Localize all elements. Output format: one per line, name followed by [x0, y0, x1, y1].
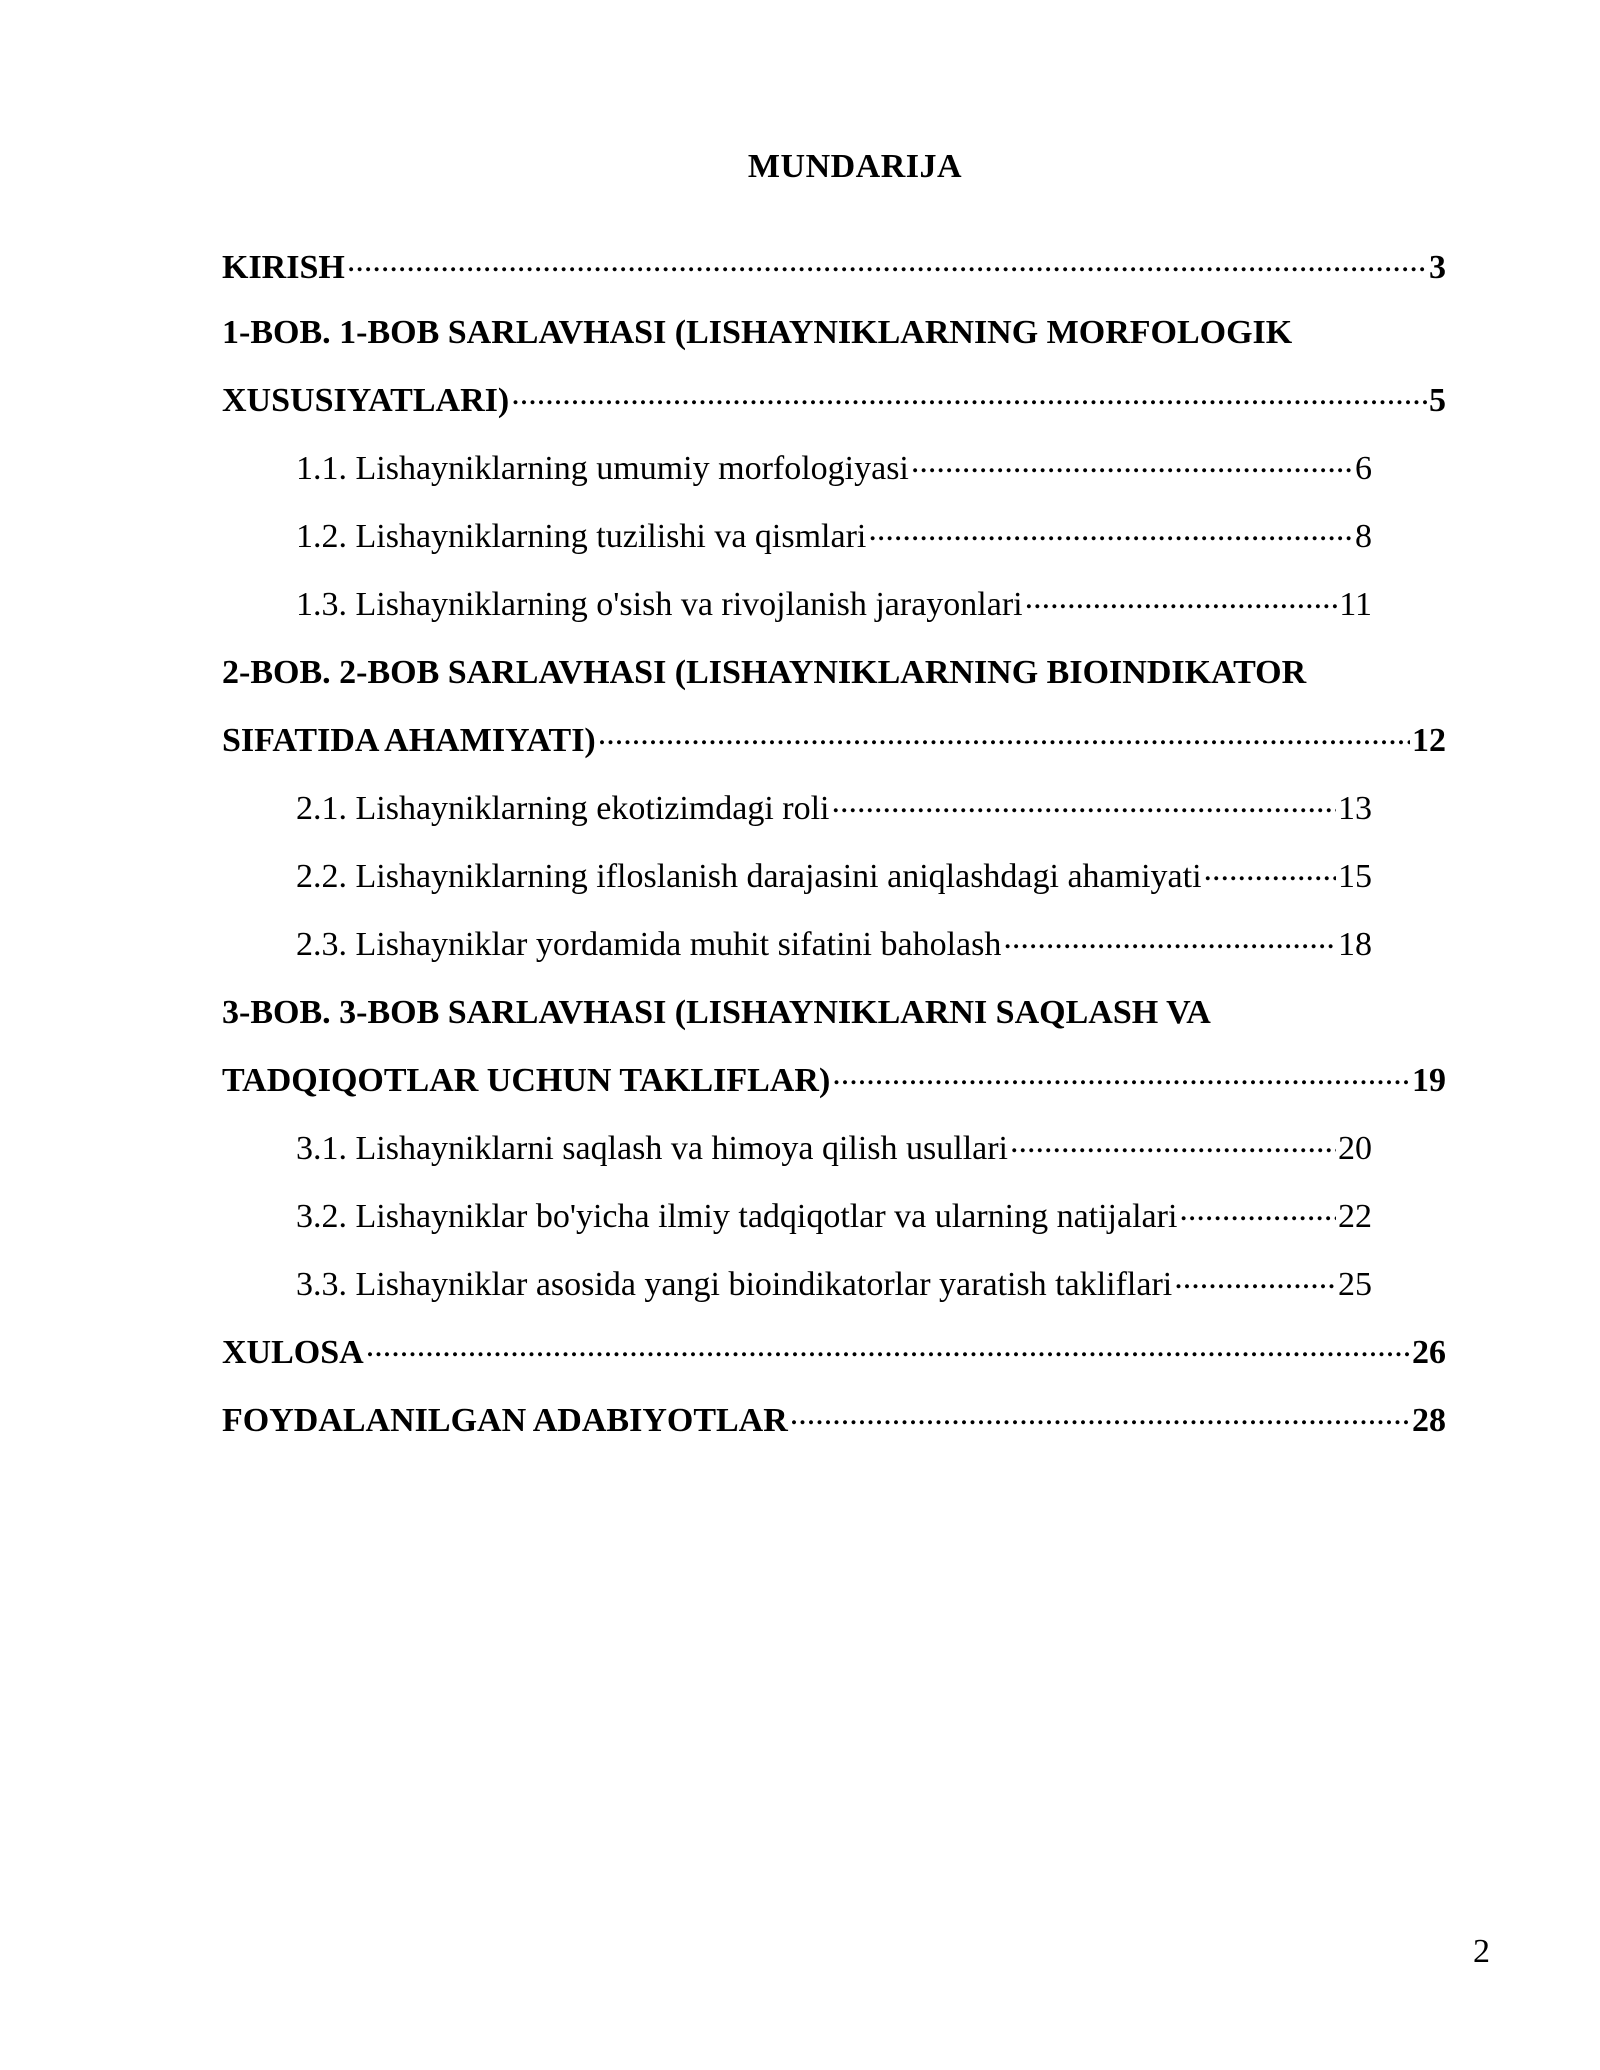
toc-label: 2.2. Lishayniklarning ifloslanish darajasini aniqlashdagi ahamiyati	[296, 858, 1202, 895]
toc-page-number: 20	[1338, 1130, 1372, 1167]
toc-label: 2.1. Lishayniklarning ekotizimdagi roli	[296, 790, 830, 827]
table-of-contents	[222, 236, 1446, 1455]
dot-leader	[790, 1397, 1410, 1431]
toc-entry-chapter-1[interactable]	[222, 299, 1446, 435]
toc-page-number: 13	[1338, 790, 1372, 827]
toc-label: XULOSA	[222, 1334, 364, 1371]
toc-label: 1.1. Lishayniklarning umumiy morfologiyasi	[296, 450, 909, 487]
page-number: 2	[1473, 1933, 1490, 1970]
toc-label: 3.1. Lishayniklarni saqlash va himoya qilish usullari	[296, 1130, 1009, 1167]
toc-entry-section-2-3[interactable]	[296, 911, 1372, 979]
toc-entry-chapter-3[interactable]	[222, 979, 1446, 1115]
dot-leader	[1204, 853, 1336, 887]
toc-entry-section-3-1[interactable]	[296, 1115, 1372, 1183]
toc-label: 1.2. Lishayniklarning tuzilishi va qismlari	[296, 518, 867, 555]
toc-page-number: 3	[1429, 249, 1446, 286]
toc-page-number: 11	[1339, 586, 1372, 623]
dot-leader	[1025, 581, 1338, 615]
toc-entry-section-1-2[interactable]	[296, 503, 1372, 571]
toc-page-number: 26	[1412, 1334, 1446, 1371]
toc-page-number: 15	[1338, 858, 1372, 895]
toc-entry-chapter-2[interactable]	[222, 639, 1446, 775]
toc-entry-section-2-2[interactable]	[296, 843, 1372, 911]
dot-leader	[1010, 1125, 1336, 1159]
toc-label: KIRISH	[222, 249, 345, 286]
toc-entry-section-1-3[interactable]	[296, 571, 1372, 639]
toc-page-number: 5	[1429, 382, 1446, 419]
dot-leader	[511, 377, 1427, 411]
dot-leader	[598, 717, 1410, 751]
toc-label: 2.3. Lishayniklar yordamida muhit sifatini baholash	[296, 926, 1002, 963]
toc-page-number: 25	[1338, 1266, 1372, 1303]
dot-leader	[366, 1329, 1410, 1363]
toc-entry-section-3-2[interactable]	[296, 1183, 1372, 1251]
toc-page-number: 6	[1355, 450, 1372, 487]
dot-leader	[911, 445, 1353, 479]
toc-entry-section-3-3[interactable]	[296, 1251, 1372, 1319]
toc-label-line2: XUSUSIYATLARI)	[222, 382, 510, 419]
dot-leader	[1174, 1261, 1336, 1295]
toc-label: 3.2. Lishayniklar bo'yicha ilmiy tadqiqotlar va ularning natijalari	[296, 1198, 1178, 1235]
page-title: MUNDARIJA	[747, 148, 963, 185]
toc-page-number: 22	[1338, 1198, 1372, 1235]
toc-page-number: 8	[1355, 518, 1372, 555]
dot-leader	[868, 513, 1353, 547]
dot-leader	[1003, 921, 1336, 955]
toc-entry-kirish[interactable]	[222, 236, 1446, 299]
toc-entry-adabiyotlar[interactable]	[222, 1387, 1446, 1455]
dot-leader	[832, 1057, 1410, 1091]
dot-leader	[1179, 1193, 1336, 1227]
toc-label: FOYDALANILGAN ADABIYOTLAR	[222, 1402, 788, 1439]
toc-entry-section-2-1[interactable]	[296, 775, 1372, 843]
toc-page-number: 12	[1412, 722, 1446, 759]
toc-label-line2: SIFATIDA AHAMIYATI)	[222, 722, 596, 759]
toc-page-number: 19	[1412, 1062, 1446, 1099]
toc-page-number: 28	[1412, 1402, 1446, 1439]
toc-page-number: 18	[1338, 926, 1372, 963]
dot-leader	[347, 244, 1427, 278]
toc-label-line1: 3-BOB. 3-BOB SARLAVHASI (LISHAYNIKLARNI SAQLASH VA	[222, 994, 1211, 1031]
toc-entry-section-1-1[interactable]	[296, 435, 1372, 503]
toc-label-line2: TADQIQOTLAR UCHUN TAKLIFLAR)	[222, 1062, 831, 1099]
toc-label-line1: 1-BOB. 1-BOB SARLAVHASI (LISHAYNIKLARNING MORFOLOGIK	[222, 314, 1293, 351]
toc-label: 1.3. Lishayniklarning o'sish va rivojlanish jarayonlari	[296, 586, 1023, 623]
toc-label: 3.3. Lishayniklar asosida yangi bioindikatorlar yaratish takliflari	[296, 1266, 1173, 1303]
dot-leader	[832, 785, 1336, 819]
toc-label-line1: 2-BOB. 2-BOB SARLAVHASI (LISHAYNIKLARNING BIOINDIKATOR	[222, 654, 1307, 691]
toc-entry-xulosa[interactable]	[222, 1319, 1446, 1387]
